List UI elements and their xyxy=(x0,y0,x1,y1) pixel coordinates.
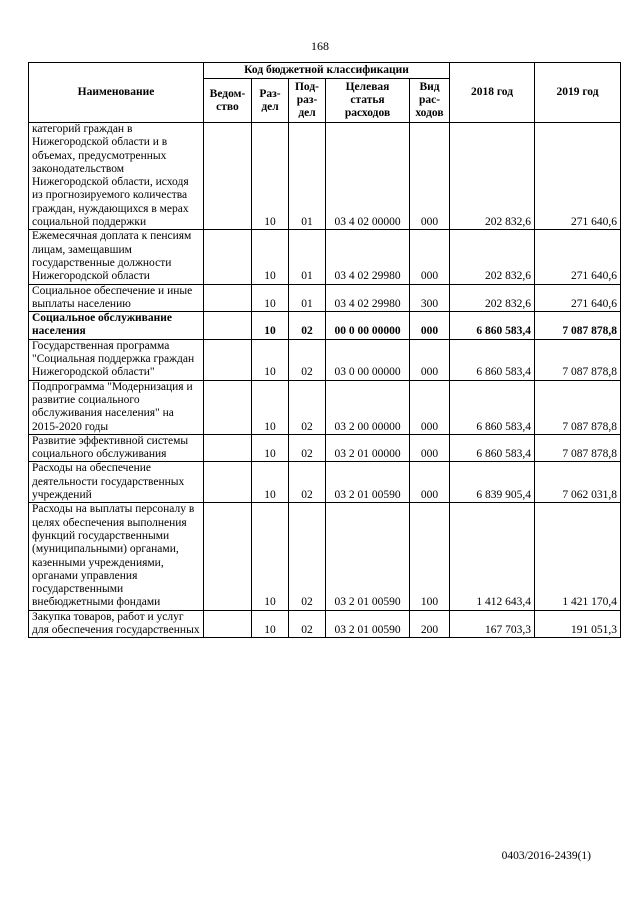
row-podrazdel: 02 xyxy=(289,462,326,503)
row-podrazdel: 02 xyxy=(289,339,326,380)
row-razdel: 10 xyxy=(252,284,289,312)
row-vid: 000 xyxy=(410,230,450,284)
row-target: 03 4 02 29980 xyxy=(326,230,410,284)
row-2019: 271 640,6 xyxy=(535,230,621,284)
table-row xyxy=(29,434,621,462)
table-row xyxy=(29,284,621,312)
row-vid: 000 xyxy=(410,380,450,434)
row-podrazdel: 02 xyxy=(289,610,326,638)
document-code: 0403/2016-2439(1) xyxy=(501,850,591,862)
row-razdel: 10 xyxy=(252,123,289,230)
page-number: 168 xyxy=(311,39,329,53)
row-target: 03 4 02 29980 xyxy=(326,284,410,312)
row-name: Расходы на выплаты персоналу в целях обеспечения выполнения функций государственными (муниципальными) органами, казенными учреждениями, органами управления государственными внебюджетными фондами xyxy=(29,503,204,610)
row-vid: 000 xyxy=(410,462,450,503)
row-vedomstvo xyxy=(204,230,252,284)
row-name: Закупка товаров, работ и услуг для обеспечения государственных xyxy=(29,610,204,638)
row-target: 03 2 01 00590 xyxy=(326,610,410,638)
row-2018: 6 839 905,4 xyxy=(450,462,535,503)
header-razdel: Раз- дел xyxy=(252,79,289,123)
row-razdel: 10 xyxy=(252,339,289,380)
header-year-2018: 2018 год xyxy=(450,63,535,123)
row-name: Государственная программа "Социальная поддержка граждан Нижегородской области" xyxy=(29,339,204,380)
row-2019: 1 421 170,4 xyxy=(535,503,621,610)
row-2018: 6 860 583,4 xyxy=(450,380,535,434)
row-target: 03 0 00 00000 xyxy=(326,339,410,380)
row-vedomstvo xyxy=(204,339,252,380)
row-vedomstvo xyxy=(204,284,252,312)
header-vid: Вид рас- ходов xyxy=(410,79,450,123)
row-podrazdel: 02 xyxy=(289,380,326,434)
row-vid: 000 xyxy=(410,312,450,340)
row-vedomstvo xyxy=(204,462,252,503)
row-podrazdel: 02 xyxy=(289,312,326,340)
row-razdel: 10 xyxy=(252,503,289,610)
row-name: Социальное обслуживание населения xyxy=(29,312,204,340)
header-podrazdel: Под- раз- дел xyxy=(289,79,326,123)
table-row xyxy=(29,339,621,380)
row-target: 03 2 01 00000 xyxy=(326,434,410,462)
row-razdel: 10 xyxy=(252,380,289,434)
row-name: Развитие эффективной системы социального обслуживания xyxy=(29,434,204,462)
row-2019: 7 087 878,8 xyxy=(535,380,621,434)
table-row xyxy=(29,462,621,503)
row-target: 00 0 00 00000 xyxy=(326,312,410,340)
row-target: 03 4 02 00000 xyxy=(326,123,410,230)
row-vedomstvo xyxy=(204,312,252,340)
table-row xyxy=(29,380,621,434)
row-razdel: 10 xyxy=(252,312,289,340)
header-vedomstvo: Ведом- ство xyxy=(204,79,252,123)
row-2018: 1 412 643,4 xyxy=(450,503,535,610)
row-2018: 202 832,6 xyxy=(450,123,535,230)
row-vid: 100 xyxy=(410,503,450,610)
row-2019: 191 051,3 xyxy=(535,610,621,638)
row-2019: 7 087 878,8 xyxy=(535,434,621,462)
row-name: Социальное обеспечение и иные выплаты населению xyxy=(29,284,204,312)
row-2019: 271 640,6 xyxy=(535,123,621,230)
row-target: 03 2 00 00000 xyxy=(326,380,410,434)
row-name: категорий граждан в Нижегородской области и в объемах, предусмотренных законодательством Нижегородской области, исходя из прогнозируемого количества граждан, нуждающихся в мерах социальной поддержки xyxy=(29,123,204,230)
row-podrazdel: 01 xyxy=(289,230,326,284)
row-2018: 167 703,3 xyxy=(450,610,535,638)
row-vedomstvo xyxy=(204,610,252,638)
header-target: Целевая статья расходов xyxy=(326,79,410,123)
budget-table xyxy=(28,62,621,638)
row-razdel: 10 xyxy=(252,230,289,284)
header-budget-code: Код бюджетной классификации xyxy=(204,63,450,79)
row-name: Ежемесячная доплата к пенсиям лицам, замещавшим государственные должности Нижегородской области xyxy=(29,230,204,284)
row-name: Подпрограмма "Модернизация и развитие социального обслуживания населения" на 2015-2020 годы xyxy=(29,380,204,434)
row-2018: 202 832,6 xyxy=(450,284,535,312)
row-2018: 6 860 583,4 xyxy=(450,339,535,380)
row-target: 03 2 01 00590 xyxy=(326,503,410,610)
row-vedomstvo xyxy=(204,380,252,434)
row-razdel: 10 xyxy=(252,610,289,638)
row-2019: 7 062 031,8 xyxy=(535,462,621,503)
row-podrazdel: 01 xyxy=(289,123,326,230)
table-row xyxy=(29,503,621,610)
row-vedomstvo xyxy=(204,503,252,610)
table-row xyxy=(29,610,621,638)
row-vid: 000 xyxy=(410,339,450,380)
header-year-2019: 2019 год xyxy=(535,63,621,123)
row-podrazdel: 02 xyxy=(289,503,326,610)
row-vid: 000 xyxy=(410,123,450,230)
row-2019: 7 087 878,8 xyxy=(535,312,621,340)
row-name: Расходы на обеспечение деятельности государственных учреждений xyxy=(29,462,204,503)
row-2019: 271 640,6 xyxy=(535,284,621,312)
row-target: 03 2 01 00590 xyxy=(326,462,410,503)
table-row xyxy=(29,312,621,340)
row-vid: 200 xyxy=(410,610,450,638)
row-razdel: 10 xyxy=(252,434,289,462)
table-row xyxy=(29,230,621,284)
row-2019: 7 087 878,8 xyxy=(535,339,621,380)
table-body xyxy=(29,123,621,638)
row-vedomstvo xyxy=(204,123,252,230)
row-vid: 300 xyxy=(410,284,450,312)
table-row xyxy=(29,123,621,230)
row-2018: 6 860 583,4 xyxy=(450,312,535,340)
row-vedomstvo xyxy=(204,434,252,462)
row-vid: 000 xyxy=(410,434,450,462)
header-name: Наименование xyxy=(29,63,204,123)
row-podrazdel: 02 xyxy=(289,434,326,462)
row-2018: 6 860 583,4 xyxy=(450,434,535,462)
row-razdel: 10 xyxy=(252,462,289,503)
row-2018: 202 832,6 xyxy=(450,230,535,284)
row-podrazdel: 01 xyxy=(289,284,326,312)
